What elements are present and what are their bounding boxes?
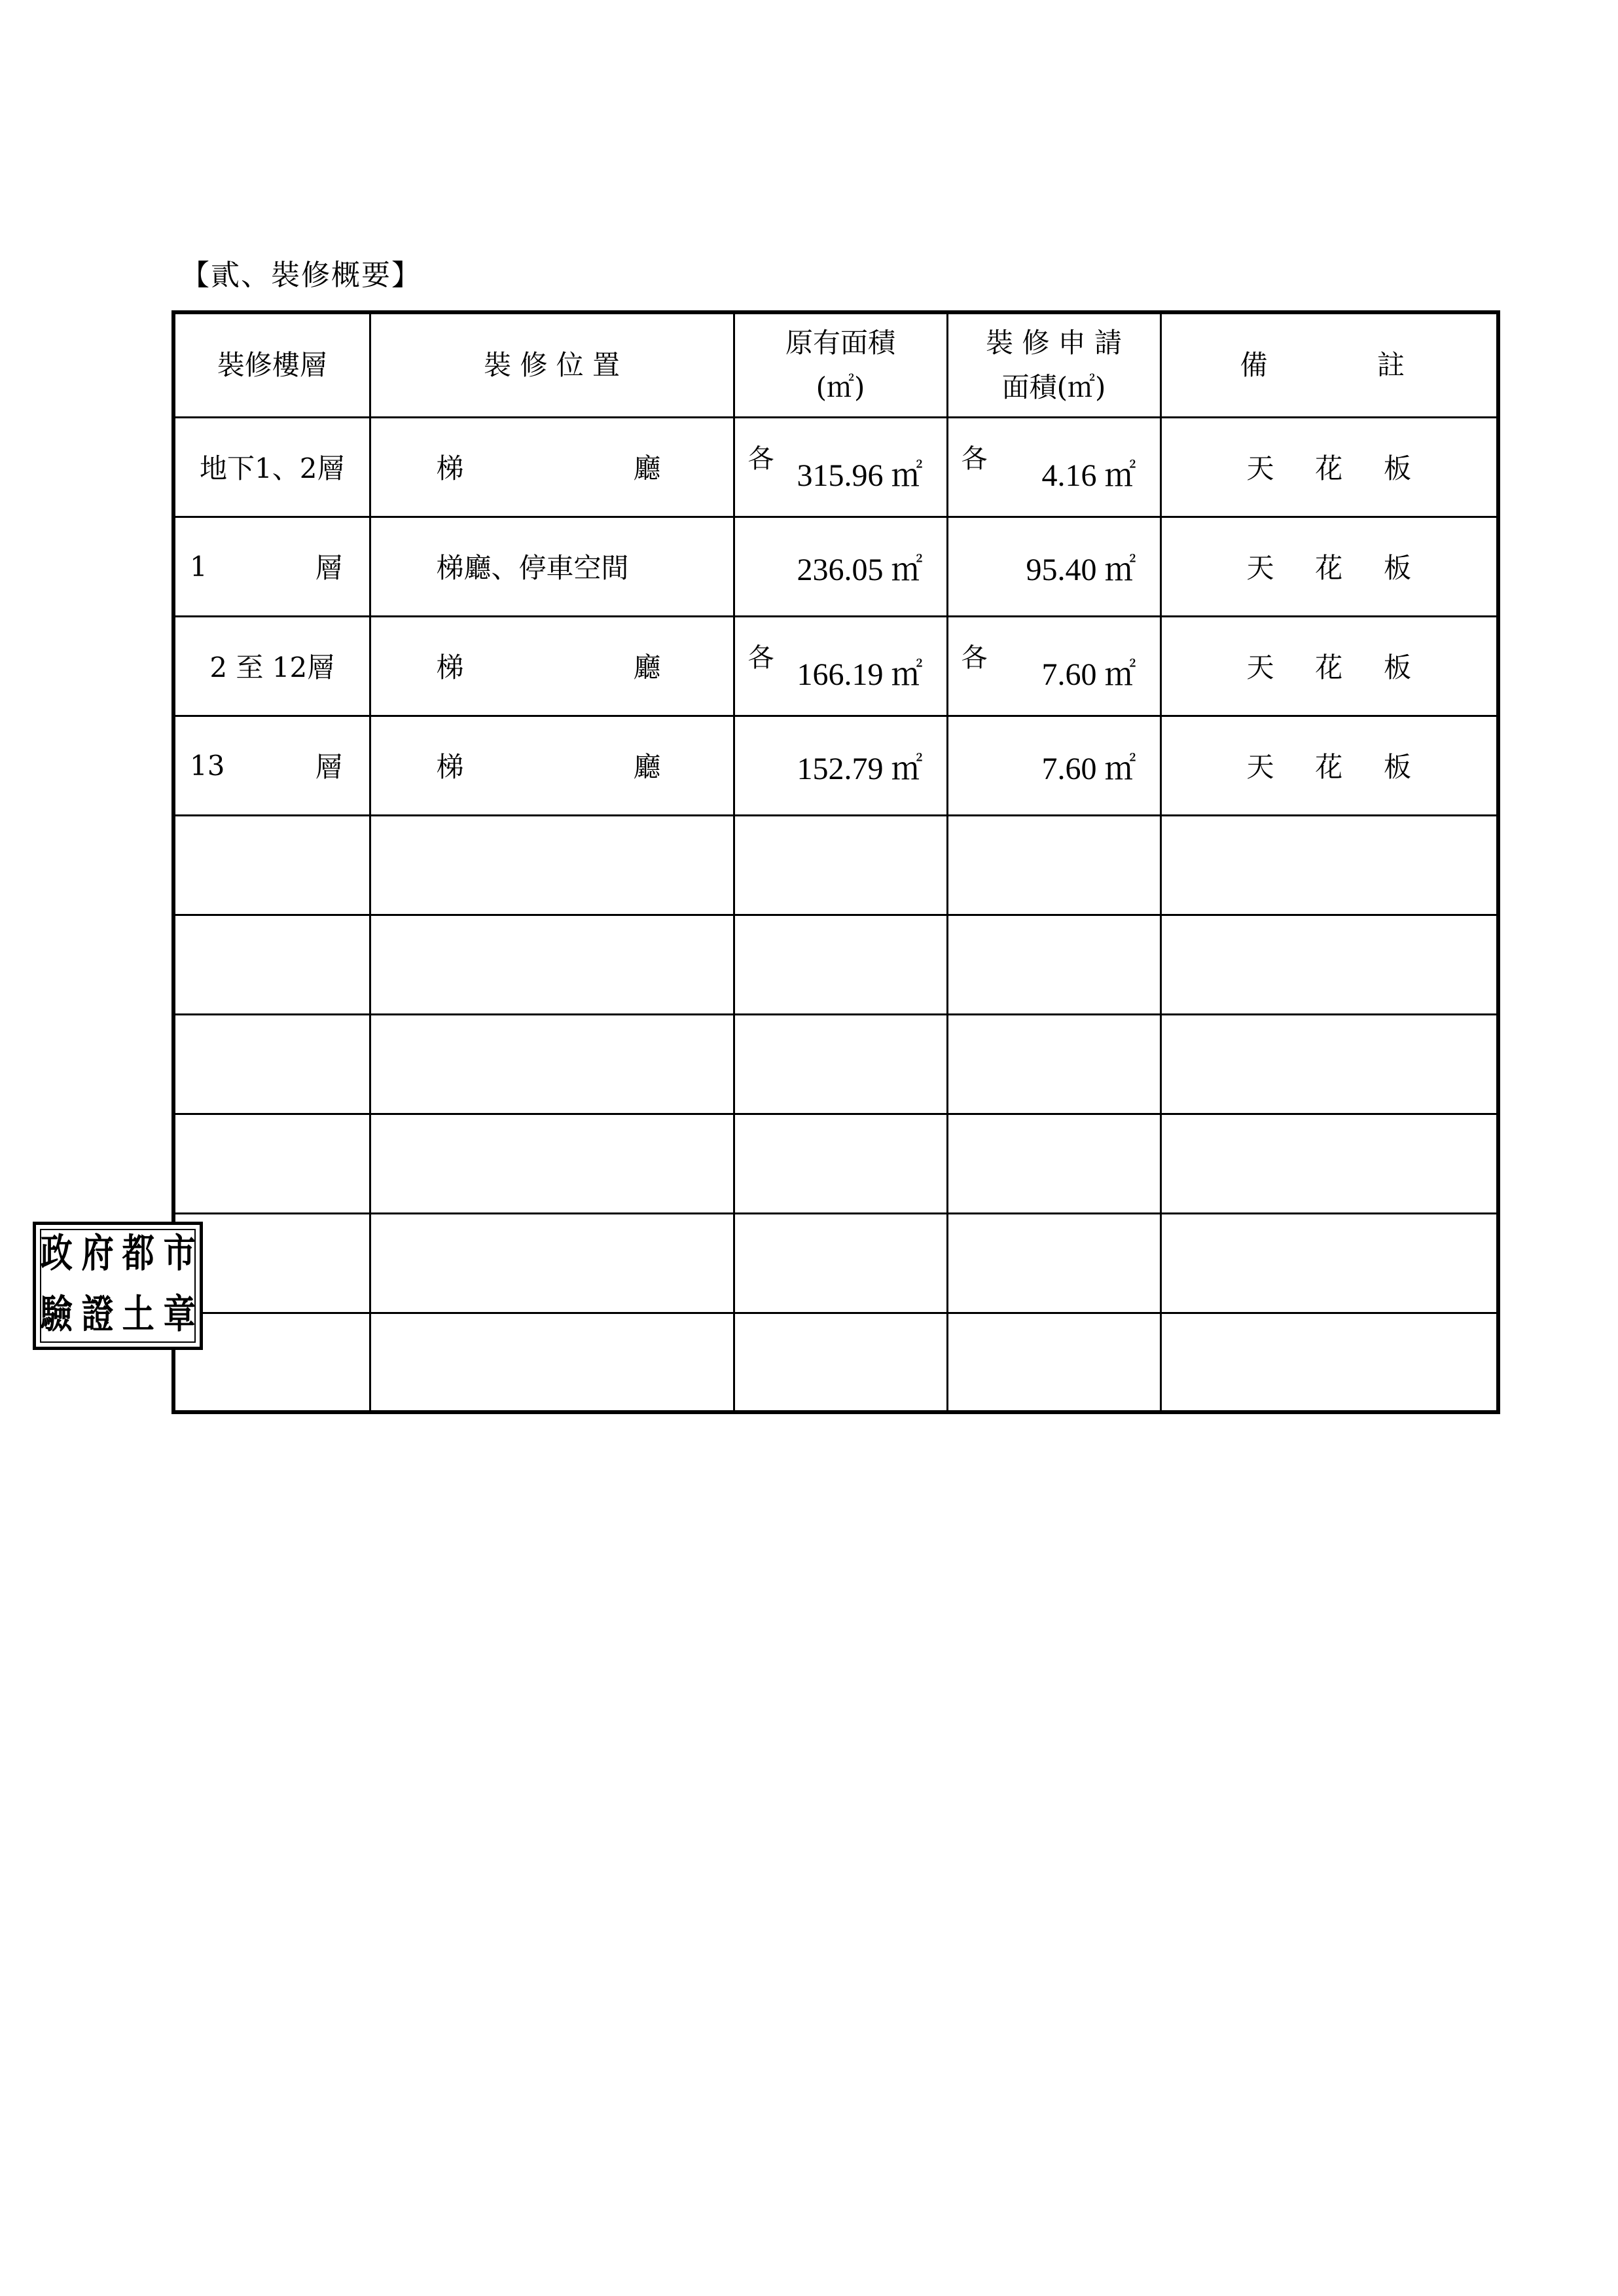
seal-character: 市 (163, 1231, 196, 1277)
header-apply-area-line2: 面積(㎡) (1001, 371, 1106, 403)
header-location: 裝 修 位 置 (370, 312, 734, 417)
empty-cell (734, 1313, 947, 1412)
empty-cell (173, 915, 370, 1014)
seal-character: 土 (122, 1292, 154, 1338)
empty-cell (947, 815, 1160, 915)
remark-cell (1160, 616, 1498, 716)
empty-cell (734, 1014, 947, 1114)
seal-character: 政 (40, 1231, 73, 1277)
empty-table-row (173, 1213, 1498, 1313)
location-right: 廳 (633, 651, 661, 683)
empty-table-row (173, 1313, 1498, 1412)
header-remark (1160, 312, 1498, 417)
each-prefix: 各 (961, 443, 988, 474)
empty-cell (370, 1213, 734, 1313)
remark-char: 天 (1246, 651, 1274, 683)
header-apply-area-line1: 裝 修 申 請 (985, 326, 1123, 359)
original-area-value: 152.79 ㎡ (797, 751, 923, 786)
apply-area-cell (947, 417, 1160, 517)
remark-char: 花 (1315, 452, 1343, 484)
table-row (173, 616, 1498, 716)
apply-area-value: 7.60 ㎡ (1041, 751, 1136, 786)
empty-cell (173, 1313, 370, 1412)
empty-cell (947, 1313, 1160, 1412)
header-original-area (734, 312, 947, 417)
empty-cell (173, 1014, 370, 1114)
empty-cell (734, 915, 947, 1014)
empty-cell (173, 1213, 370, 1313)
floor-label: 1 (190, 550, 207, 583)
original-area-value: 315.96 ㎡ (797, 458, 923, 493)
apply-area-cell (947, 517, 1160, 616)
floor-label: 2 至 12層 (209, 651, 335, 683)
original-area-cell (734, 417, 947, 517)
original-area-cell (734, 517, 947, 616)
floor-suffix: 層 (315, 751, 343, 783)
remark-cell (1160, 517, 1498, 616)
floor-label: 地下1、2層 (200, 452, 345, 484)
empty-cell (370, 1313, 734, 1412)
header-apply-area (947, 312, 1160, 417)
seal-character: 證 (81, 1292, 114, 1338)
empty-cell (370, 1114, 734, 1213)
remark-char: 板 (1383, 651, 1411, 683)
original-area-cell (734, 716, 947, 815)
empty-cell (1160, 815, 1498, 915)
empty-cell (1160, 915, 1498, 1014)
header-original-area-line1: 原有面積 (785, 326, 895, 359)
each-prefix: 各 (747, 443, 774, 474)
empty-cell (734, 815, 947, 915)
location-cell (370, 616, 734, 716)
empty-cell (947, 1114, 1160, 1213)
table-row (173, 716, 1498, 815)
empty-cell (1160, 1313, 1498, 1412)
header-remark-b: 註 (1376, 348, 1405, 381)
original-area-value: 236.05 ㎡ (797, 552, 923, 587)
empty-cell (734, 1213, 947, 1313)
empty-cell (370, 1014, 734, 1114)
empty-cell (173, 1114, 370, 1213)
header-remark-a: 備 (1240, 348, 1268, 381)
apply-area-cell (947, 616, 1160, 716)
empty-table-row (173, 815, 1498, 915)
original-area-value: 166.19 ㎡ (797, 657, 923, 692)
location-right: 廳 (633, 751, 661, 783)
remark-char: 天 (1246, 452, 1274, 484)
empty-cell (734, 1114, 947, 1213)
renovation-summary-table (171, 310, 1500, 1414)
remark-char: 板 (1383, 452, 1411, 484)
table-header-row (173, 312, 1498, 417)
apply-area-cell (947, 716, 1160, 815)
floor-cell (173, 417, 370, 517)
remark-char: 花 (1315, 552, 1343, 584)
location-left: 梯 (436, 751, 464, 783)
empty-cell (370, 815, 734, 915)
floor-cell (173, 517, 370, 616)
empty-table-row (173, 1114, 1498, 1213)
location-left: 梯 (436, 651, 464, 683)
seal-character: 驗 (40, 1292, 73, 1338)
remark-char: 天 (1246, 552, 1274, 584)
location-right: 廳 (633, 452, 661, 484)
empty-cell (173, 815, 370, 915)
official-seal-stamp (33, 1222, 203, 1350)
remark-char: 板 (1383, 552, 1411, 584)
empty-cell (947, 915, 1160, 1014)
location-cell (370, 417, 734, 517)
apply-area-value: 7.60 ㎡ (1041, 657, 1136, 692)
empty-cell (1160, 1014, 1498, 1114)
seal-character: 府 (81, 1231, 114, 1277)
location-left: 梯 (436, 452, 464, 484)
location-cell (370, 716, 734, 815)
empty-table-row (173, 1014, 1498, 1114)
seal-character: 都 (122, 1231, 154, 1277)
header-floor: 裝修樓層 (173, 312, 370, 417)
remark-char: 花 (1315, 751, 1343, 783)
header-original-area-line2: (㎡) (816, 371, 865, 403)
remark-char: 板 (1383, 751, 1411, 783)
apply-area-value: 4.16 ㎡ (1041, 458, 1136, 493)
empty-cell (1160, 1114, 1498, 1213)
floor-suffix: 層 (315, 552, 343, 584)
floor-cell (173, 716, 370, 815)
remark-cell (1160, 417, 1498, 517)
empty-table-row (173, 915, 1498, 1014)
location-cell (370, 517, 734, 616)
apply-area-value: 95.40 ㎡ (1026, 552, 1136, 587)
empty-cell (947, 1213, 1160, 1313)
section-title: 【貳、裝修概要】 (181, 259, 422, 292)
table-row (173, 517, 1498, 616)
each-prefix: 各 (961, 642, 988, 673)
empty-cell (370, 915, 734, 1014)
empty-cell (1160, 1213, 1498, 1313)
seal-character: 章 (163, 1292, 196, 1338)
remark-cell (1160, 716, 1498, 815)
each-prefix: 各 (747, 642, 774, 673)
remark-char: 天 (1246, 751, 1274, 783)
floor-cell (173, 616, 370, 716)
original-area-cell (734, 616, 947, 716)
remark-char: 花 (1315, 651, 1343, 683)
location-left: 梯廳、停車空間 (436, 552, 629, 584)
empty-cell (947, 1014, 1160, 1114)
table-row (173, 417, 1498, 517)
floor-label: 13 (190, 749, 225, 782)
